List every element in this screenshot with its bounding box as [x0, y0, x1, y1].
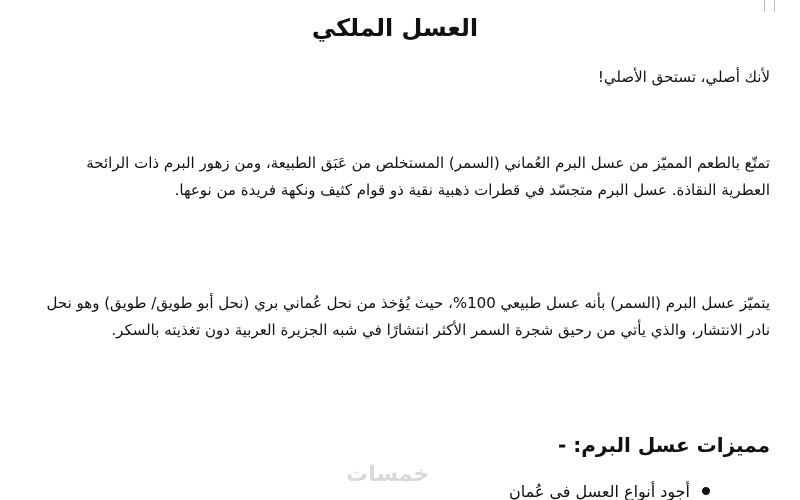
features-heading: مميزات عسل البرم: -	[557, 433, 770, 457]
tagline: لأنك أصلي، تستحق الأصلي!	[597, 68, 770, 86]
watermark-logo: خمسات	[346, 462, 430, 487]
bullet-icon	[702, 487, 710, 495]
features-list	[370, 478, 770, 500]
intro-paragraph: تمتّع بالطعم المميّز من عسل البرم العُماني (السمر) المستخلص من عَبَق الطبيعة، ومن زهور البرم ذات الرائحة العطرية النقاذة. عسل البرم متجسّد في قطرات ذهبية نقية ذو قوام كثيف ونكهة فريدة من نوعها.	[86, 154, 770, 199]
feature-text: أجود أنواع العسل في عُمان	[508, 482, 690, 500]
details-paragraph: يتميّز عسل البرم (السمر) بأنه عسل طبيعي 100%، حيث يُؤخذ من نحل عُماني بري (نحل أبو طويق/ طويق) وهو نحل نادر الانتشار، والذي يأتي من رحيق شجرة السمر الأكثر انتشارًا في شبه الجزيرة العربية دون تغذيته بالسكر.	[46, 294, 770, 339]
document-title: العسل الملكي	[311, 14, 479, 42]
list-item	[370, 478, 770, 500]
